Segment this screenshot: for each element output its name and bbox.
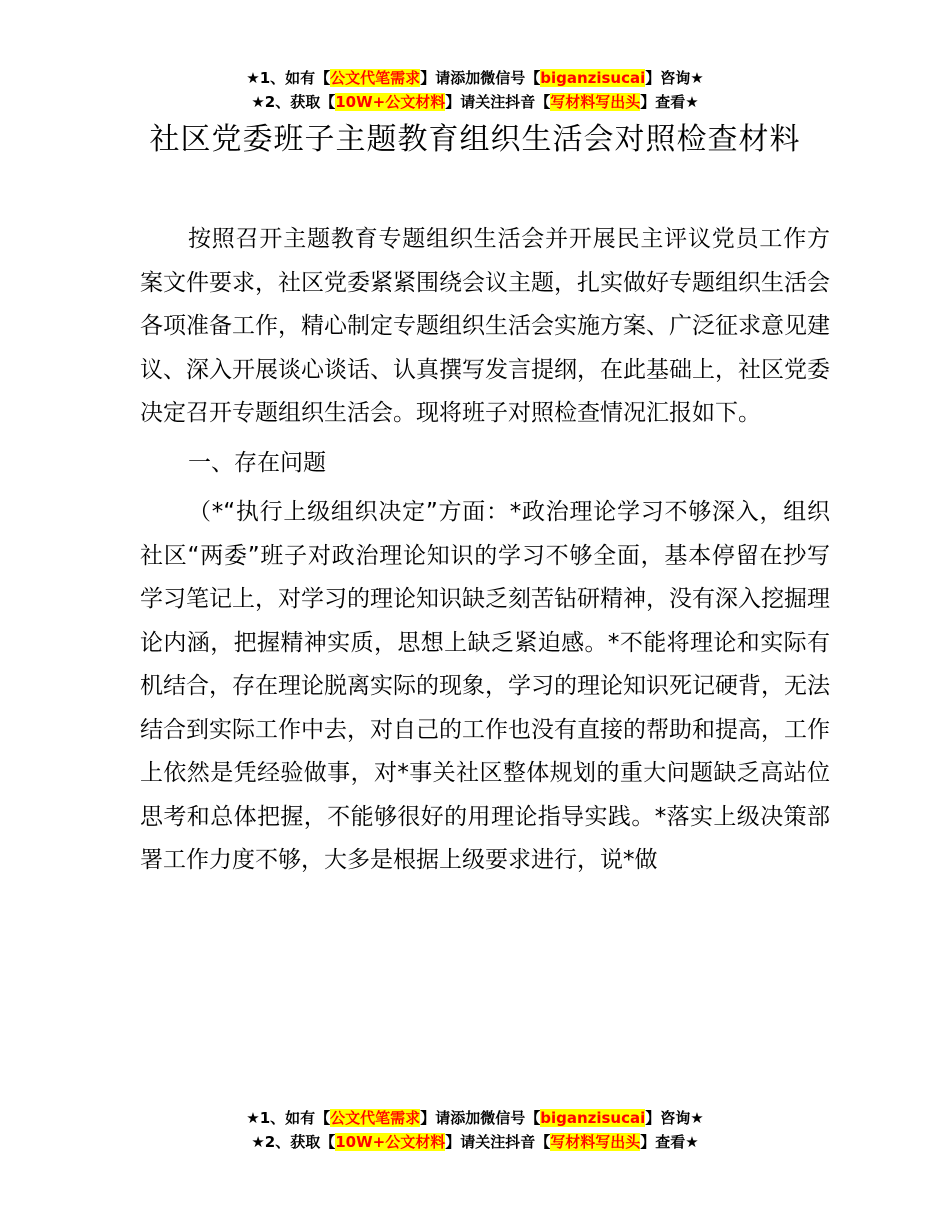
promo-text: 】咨询★ [645, 69, 704, 87]
footer-promo-banner [0, 1106, 950, 1154]
promo-highlight: biganzisucai [540, 1109, 646, 1127]
promo-highlight: 公文代笔需求 [330, 1109, 421, 1127]
promo-text: ★2、获取【 [251, 93, 336, 111]
section-heading: 一、存在问题 [188, 449, 326, 476]
promo-line-1 [0, 1106, 950, 1130]
intro-paragraph: 按照召开主题教育专题组织生活会并开展民主评议党员工作方案文件要求，社区党委紧紧围绕会议主题，扎实做好专题组织生活会各项准备工作，精心制定专题组织生活会实施方案、广泛征求意见建议、深入开展谈心谈话、认真撰写发言提纲，在此基础上，社区党委决定召开专题组织生活会。现将班子对照检查情况汇报如下。 [140, 226, 830, 426]
promo-text: 】请添加微信号【 [420, 1109, 541, 1127]
promo-text: 】查看★ [640, 93, 699, 111]
promo-text: 】请关注抖音【 [445, 1133, 551, 1151]
section-paragraph: （*“执行上级组织决定”方面：*政治理论学习不够深入，组织社区“两委”班子对政治理论知识的学习不够全面，基本停留在抄写学习笔记上，对学习的理论知识缺乏刻苦钻研精神，没有深入挖掘理论内涵，把握精神实质，思想上缺乏紧迫感。*不能将理论和实际有机结合，存在理论脱离实际的现象，学习的理论知识死记硬背，无法结合到实际工作中去，对自己的工作也没有直接的帮助和提高，工作上依然是凭经验做事，对*事关社区整体规划的重大问题缺乏高站位思考和总体把握，不能够很好的用理论指导实践。*落实上级决策部署工作力度不够，大多是根据上级要求进行，说*做 [140, 499, 830, 873]
promo-highlight: 10W+公文材料 [335, 93, 446, 111]
promo-line-1 [0, 66, 950, 90]
header-promo-banner [0, 66, 950, 114]
promo-highlight: 写材料写出头 [550, 1133, 641, 1151]
promo-text: 】查看★ [640, 1133, 699, 1151]
document-title: 社区党委班子主题教育组织生活会对照检查材料 [149, 122, 801, 157]
promo-line-2 [0, 1130, 950, 1154]
promo-highlight: 写材料写出头 [550, 93, 641, 111]
promo-highlight: 10W+公文材料 [335, 1133, 446, 1151]
promo-text: ★1、如有【 [246, 1109, 331, 1127]
promo-text: 】请添加微信号【 [420, 69, 541, 87]
promo-line-2 [0, 90, 950, 114]
promo-text: ★2、获取【 [251, 1133, 336, 1151]
promo-text: ★1、如有【 [246, 69, 331, 87]
promo-text: 】请关注抖音【 [445, 93, 551, 111]
document-body [140, 218, 830, 883]
promo-text: 】咨询★ [645, 1109, 704, 1127]
promo-highlight: 公文代笔需求 [330, 69, 421, 87]
promo-highlight: biganzisucai [540, 69, 646, 87]
